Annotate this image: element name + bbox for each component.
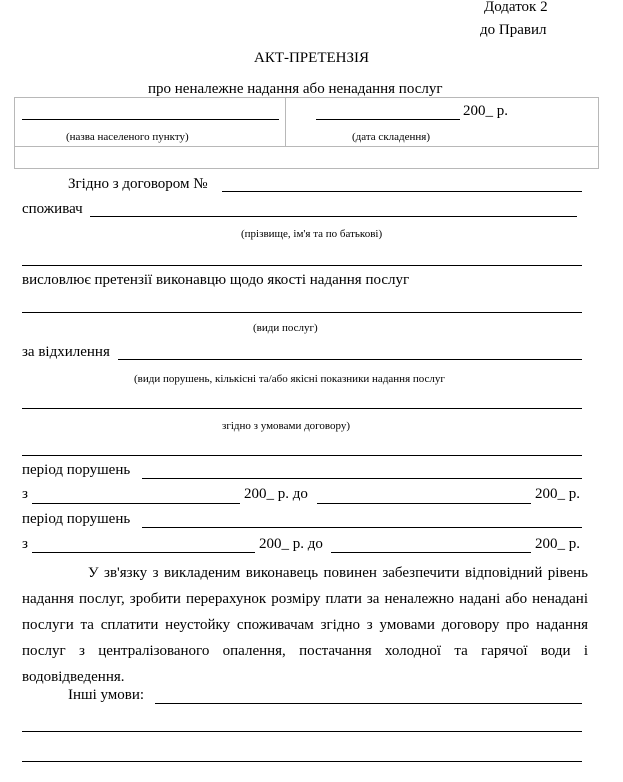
period-mid-2: 200_ р. до — [259, 536, 323, 552]
date-year-suffix: 200_ р. — [463, 103, 508, 119]
period-field-2[interactable] — [142, 527, 582, 528]
period-label-2: період порушень — [22, 511, 131, 527]
period-end-suffix-1: 200_ р. — [535, 486, 580, 502]
period-start-date-2[interactable] — [32, 552, 255, 553]
period-from-2: з — [22, 536, 28, 552]
rules-label: до Правил — [480, 22, 547, 38]
period-field-1[interactable] — [142, 478, 582, 479]
document-title: АКТ-ПРЕТЕНЗІЯ — [253, 50, 369, 66]
consumer-extra-line[interactable] — [22, 265, 582, 266]
period-from-1: з — [22, 486, 28, 502]
consumer-name-field[interactable] — [90, 216, 577, 217]
period-start-date-1[interactable] — [32, 503, 240, 504]
document-subtitle: про неналежне надання або ненадання послуг — [148, 81, 443, 97]
contract-number-field[interactable] — [222, 191, 582, 192]
period-end-suffix-2: 200_ р. — [535, 536, 580, 552]
table-horizontal-divider — [15, 146, 598, 147]
name-caption: (прізвище, ім'я та по батькові) — [241, 228, 383, 240]
place-caption: (назва населеного пункту) — [66, 131, 189, 143]
deviation-caption-2: згідно з умовами договору) — [222, 420, 351, 432]
obligation-paragraph — [22, 560, 588, 690]
consumer-label: споживач — [22, 201, 83, 217]
service-caption: (види послуг) — [253, 322, 318, 334]
deviation-caption-1: (види порушень, кількісні та/або якісні показники надання послуг — [134, 373, 445, 385]
obligation-paragraph-text: У зв'язку з викладеним виконавець повинен забезпечити відповідний рівень надання послуг, зробити перерахунок розміру плати за неналежно надані або ненадані послуги та сплатити неустойку споживачам згідно з умовами договору про надання послуг з централізованого опалення, постачання холодної та гарячої води і водовідведення. — [22, 565, 588, 685]
period-mid-1: 200_ р. до — [244, 486, 308, 502]
claims-text: висловлює претензії виконавцю щодо якості надання послуг — [22, 272, 410, 288]
period-end-date-2[interactable] — [331, 552, 531, 553]
contract-label: Згідно з договором № — [68, 176, 208, 192]
deviation-label: за відхилення — [22, 344, 110, 360]
place-field[interactable] — [22, 119, 279, 120]
other-conditions-line-3[interactable] — [22, 761, 582, 762]
period-label-1: період порушень — [22, 462, 131, 478]
table-vertical-divider — [285, 98, 286, 146]
other-conditions-label: Інші умови: — [68, 687, 145, 703]
date-caption: (дата складення) — [352, 131, 431, 143]
other-conditions-line-2[interactable] — [22, 731, 582, 732]
date-field[interactable] — [316, 119, 460, 120]
service-type-field[interactable] — [22, 312, 582, 313]
appendix-label: Додаток 2 — [484, 0, 548, 15]
period-end-date-1[interactable] — [317, 503, 531, 504]
deviation-extra-line[interactable] — [22, 408, 582, 409]
deviation-extra-line-2[interactable] — [22, 455, 582, 456]
deviation-field[interactable] — [118, 359, 582, 360]
other-conditions-field[interactable] — [155, 703, 582, 704]
